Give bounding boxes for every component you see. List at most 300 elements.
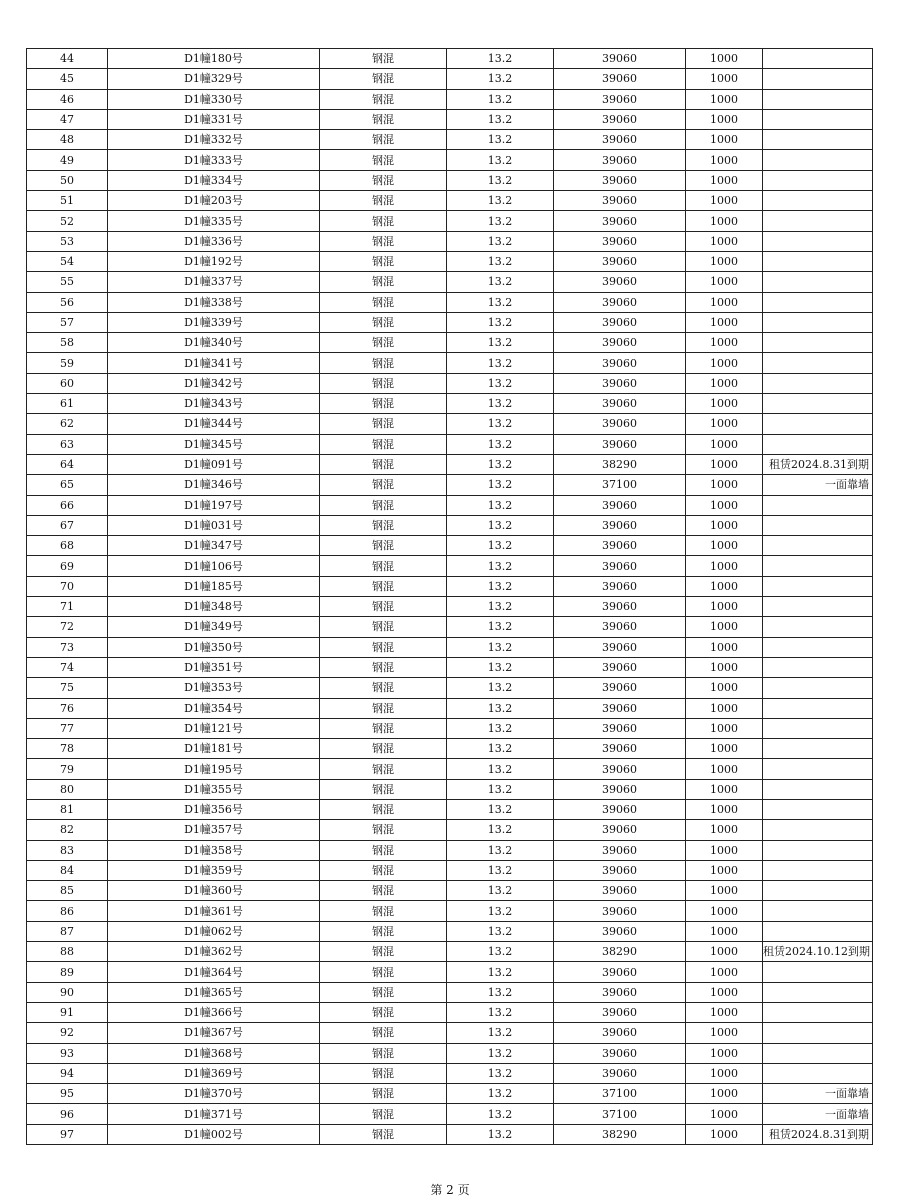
cell-deposit: 1000 [686, 292, 763, 312]
table-row [27, 942, 873, 962]
table-row [27, 698, 873, 718]
cell-area: 13.2 [447, 373, 554, 393]
cell-space-id: D1幢349号 [108, 617, 320, 637]
cell-structure: 钢混 [320, 962, 447, 982]
cell-deposit: 1000 [686, 49, 763, 69]
cell-index: 83 [27, 840, 108, 860]
cell-structure: 钢混 [320, 251, 447, 271]
cell-deposit: 1000 [686, 495, 763, 515]
page-number: 第 2 页 [430, 1183, 470, 1197]
cell-area: 13.2 [447, 536, 554, 556]
cell-space-id: D1幢180号 [108, 49, 320, 69]
cell-deposit: 1000 [686, 698, 763, 718]
table-row [27, 353, 873, 373]
table-row [27, 597, 873, 617]
cell-deposit: 1000 [686, 942, 763, 962]
cell-space-id: D1幢347号 [108, 536, 320, 556]
cell-space-id: D1幢362号 [108, 942, 320, 962]
table-row [27, 292, 873, 312]
table-row [27, 414, 873, 434]
cell-deposit: 1000 [686, 394, 763, 414]
cell-area: 13.2 [447, 394, 554, 414]
cell-space-id: D1幢342号 [108, 373, 320, 393]
cell-price: 39060 [554, 353, 686, 373]
cell-note [763, 1002, 873, 1022]
cell-area: 13.2 [447, 921, 554, 941]
cell-space-id: D1幢355号 [108, 779, 320, 799]
cell-space-id: D1幢192号 [108, 251, 320, 271]
cell-area: 13.2 [447, 1023, 554, 1043]
cell-note [763, 109, 873, 129]
cell-area: 13.2 [447, 191, 554, 211]
table-row [27, 251, 873, 271]
cell-note: 一面靠墙 [763, 475, 873, 495]
cell-space-id: D1幢195号 [108, 759, 320, 779]
cell-deposit: 1000 [686, 414, 763, 434]
cell-space-id: D1幢031号 [108, 515, 320, 535]
cell-structure: 钢混 [320, 191, 447, 211]
cell-deposit: 1000 [686, 779, 763, 799]
cell-price: 39060 [554, 901, 686, 921]
table-row [27, 69, 873, 89]
cell-area: 13.2 [447, 799, 554, 819]
table-row [27, 109, 873, 129]
cell-structure: 钢混 [320, 69, 447, 89]
cell-structure: 钢混 [320, 820, 447, 840]
cell-price: 39060 [554, 231, 686, 251]
cell-note [763, 49, 873, 69]
cell-deposit: 1000 [686, 434, 763, 454]
table-row [27, 982, 873, 1002]
cell-deposit: 1000 [686, 962, 763, 982]
cell-note [763, 394, 873, 414]
cell-space-id: D1幢351号 [108, 657, 320, 677]
cell-deposit: 1000 [686, 1063, 763, 1083]
cell-space-id: D1幢106号 [108, 556, 320, 576]
cell-note [763, 840, 873, 860]
cell-index: 96 [27, 1104, 108, 1124]
cell-index: 73 [27, 637, 108, 657]
cell-space-id: D1幢354号 [108, 698, 320, 718]
cell-index: 58 [27, 333, 108, 353]
cell-space-id: D1幢371号 [108, 1104, 320, 1124]
cell-price: 39060 [554, 49, 686, 69]
cell-structure: 钢混 [320, 1043, 447, 1063]
cell-structure: 钢混 [320, 759, 447, 779]
cell-area: 13.2 [447, 312, 554, 332]
cell-area: 13.2 [447, 475, 554, 495]
cell-index: 65 [27, 475, 108, 495]
cell-structure: 钢混 [320, 718, 447, 738]
cell-deposit: 1000 [686, 718, 763, 738]
cell-area: 13.2 [447, 1063, 554, 1083]
cell-deposit: 1000 [686, 515, 763, 535]
cell-deposit: 1000 [686, 1084, 763, 1104]
cell-space-id: D1幢181号 [108, 739, 320, 759]
cell-area: 13.2 [447, 840, 554, 860]
cell-price: 39060 [554, 759, 686, 779]
cell-price: 39060 [554, 536, 686, 556]
cell-area: 13.2 [447, 69, 554, 89]
cell-index: 68 [27, 536, 108, 556]
cell-index: 71 [27, 597, 108, 617]
cell-price: 39060 [554, 698, 686, 718]
cell-space-id: D1幢062号 [108, 921, 320, 941]
cell-index: 90 [27, 982, 108, 1002]
cell-structure: 钢混 [320, 475, 447, 495]
cell-index: 50 [27, 170, 108, 190]
cell-area: 13.2 [447, 698, 554, 718]
cell-area: 13.2 [447, 860, 554, 880]
cell-space-id: D1幢345号 [108, 434, 320, 454]
table-row [27, 150, 873, 170]
cell-deposit: 1000 [686, 211, 763, 231]
cell-structure: 钢混 [320, 556, 447, 576]
cell-note: 一面靠墙 [763, 1084, 873, 1104]
cell-deposit: 1000 [686, 637, 763, 657]
cell-note [763, 657, 873, 677]
cell-space-id: D1幢337号 [108, 272, 320, 292]
cell-area: 13.2 [447, 1124, 554, 1144]
table-row [27, 454, 873, 474]
table-body [27, 49, 873, 1145]
cell-index: 78 [27, 739, 108, 759]
cell-area: 13.2 [447, 718, 554, 738]
cell-space-id: D1幢341号 [108, 353, 320, 373]
cell-deposit: 1000 [686, 150, 763, 170]
cell-area: 13.2 [447, 1002, 554, 1022]
table-row [27, 1002, 873, 1022]
table-row [27, 678, 873, 698]
cell-price: 39060 [554, 150, 686, 170]
cell-index: 84 [27, 860, 108, 880]
cell-index: 69 [27, 556, 108, 576]
cell-note [763, 860, 873, 880]
cell-index: 81 [27, 799, 108, 819]
cell-note [763, 69, 873, 89]
cell-area: 13.2 [447, 1084, 554, 1104]
cell-structure: 钢混 [320, 637, 447, 657]
cell-space-id: D1幢197号 [108, 495, 320, 515]
cell-price: 39060 [554, 739, 686, 759]
cell-note [763, 698, 873, 718]
cell-area: 13.2 [447, 739, 554, 759]
cell-structure: 钢混 [320, 353, 447, 373]
cell-note [763, 333, 873, 353]
cell-index: 89 [27, 962, 108, 982]
cell-price: 39060 [554, 779, 686, 799]
cell-space-id: D1幢338号 [108, 292, 320, 312]
table-row [27, 718, 873, 738]
cell-area: 13.2 [447, 353, 554, 373]
cell-area: 13.2 [447, 272, 554, 292]
cell-note [763, 820, 873, 840]
table-row [27, 1124, 873, 1144]
cell-note [763, 231, 873, 251]
cell-space-id: D1幢329号 [108, 69, 320, 89]
cell-price: 39060 [554, 962, 686, 982]
cell-deposit: 1000 [686, 475, 763, 495]
cell-price: 39060 [554, 597, 686, 617]
cell-space-id: D1幢367号 [108, 1023, 320, 1043]
cell-space-id: D1幢330号 [108, 89, 320, 109]
cell-space-id: D1幢121号 [108, 718, 320, 738]
cell-note [763, 211, 873, 231]
cell-index: 60 [27, 373, 108, 393]
table-row [27, 49, 873, 69]
table-row [27, 799, 873, 819]
table-row [27, 1023, 873, 1043]
cell-deposit: 1000 [686, 1002, 763, 1022]
cell-deposit: 1000 [686, 89, 763, 109]
cell-area: 13.2 [447, 678, 554, 698]
cell-structure: 钢混 [320, 515, 447, 535]
cell-price: 39060 [554, 1002, 686, 1022]
cell-note [763, 982, 873, 1002]
cell-index: 59 [27, 353, 108, 373]
cell-space-id: D1幢353号 [108, 678, 320, 698]
cell-deposit: 1000 [686, 556, 763, 576]
table-row [27, 739, 873, 759]
cell-note [763, 312, 873, 332]
cell-price: 39060 [554, 333, 686, 353]
cell-deposit: 1000 [686, 840, 763, 860]
cell-price: 39060 [554, 860, 686, 880]
cell-structure: 钢混 [320, 109, 447, 129]
table-row [27, 373, 873, 393]
cell-area: 13.2 [447, 759, 554, 779]
cell-structure: 钢混 [320, 1084, 447, 1104]
cell-structure: 钢混 [320, 150, 447, 170]
cell-area: 13.2 [447, 617, 554, 637]
cell-index: 76 [27, 698, 108, 718]
cell-note [763, 901, 873, 921]
table-row [27, 495, 873, 515]
cell-price: 39060 [554, 394, 686, 414]
cell-price: 39060 [554, 799, 686, 819]
cell-area: 13.2 [447, 820, 554, 840]
cell-index: 51 [27, 191, 108, 211]
cell-index: 64 [27, 454, 108, 474]
table-row [27, 759, 873, 779]
cell-price: 37100 [554, 1084, 686, 1104]
cell-index: 82 [27, 820, 108, 840]
cell-area: 13.2 [447, 333, 554, 353]
cell-index: 74 [27, 657, 108, 677]
cell-area: 13.2 [447, 515, 554, 535]
cell-index: 80 [27, 779, 108, 799]
cell-note [763, 251, 873, 271]
cell-deposit: 1000 [686, 69, 763, 89]
cell-deposit: 1000 [686, 820, 763, 840]
cell-structure: 钢混 [320, 901, 447, 921]
cell-structure: 钢混 [320, 1104, 447, 1124]
table-row [27, 515, 873, 535]
cell-price: 39060 [554, 312, 686, 332]
cell-deposit: 1000 [686, 759, 763, 779]
table-row [27, 840, 873, 860]
cell-deposit: 1000 [686, 130, 763, 150]
cell-deposit: 1000 [686, 617, 763, 637]
cell-index: 54 [27, 251, 108, 271]
cell-index: 72 [27, 617, 108, 637]
cell-note [763, 1063, 873, 1083]
cell-space-id: D1幢091号 [108, 454, 320, 474]
cell-index: 56 [27, 292, 108, 312]
table-row [27, 901, 873, 921]
cell-structure: 钢混 [320, 597, 447, 617]
cell-deposit: 1000 [686, 860, 763, 880]
cell-price: 39060 [554, 292, 686, 312]
cell-note [763, 921, 873, 941]
cell-index: 49 [27, 150, 108, 170]
cell-deposit: 1000 [686, 109, 763, 129]
cell-structure: 钢混 [320, 657, 447, 677]
cell-structure: 钢混 [320, 1023, 447, 1043]
cell-deposit: 1000 [686, 333, 763, 353]
cell-deposit: 1000 [686, 272, 763, 292]
cell-index: 53 [27, 231, 108, 251]
cell-structure: 钢混 [320, 495, 447, 515]
cell-index: 87 [27, 921, 108, 941]
table-row [27, 860, 873, 880]
cell-deposit: 1000 [686, 536, 763, 556]
table-row [27, 394, 873, 414]
cell-structure: 钢混 [320, 89, 447, 109]
cell-note [763, 576, 873, 596]
table-row [27, 962, 873, 982]
cell-structure: 钢混 [320, 1002, 447, 1022]
cell-price: 39060 [554, 130, 686, 150]
cell-deposit: 1000 [686, 921, 763, 941]
cell-note [763, 353, 873, 373]
cell-space-id: D1幢339号 [108, 312, 320, 332]
cell-index: 61 [27, 394, 108, 414]
cell-index: 70 [27, 576, 108, 596]
cell-space-id: D1幢333号 [108, 150, 320, 170]
cell-note [763, 272, 873, 292]
cell-area: 13.2 [447, 495, 554, 515]
cell-space-id: D1幢346号 [108, 475, 320, 495]
cell-area: 13.2 [447, 576, 554, 596]
cell-price: 39060 [554, 69, 686, 89]
cell-note: 租赁2024.10.12到期 [763, 942, 873, 962]
cell-price: 39060 [554, 191, 686, 211]
cell-structure: 钢混 [320, 698, 447, 718]
cell-space-id: D1幢356号 [108, 799, 320, 819]
cell-index: 45 [27, 69, 108, 89]
cell-space-id: D1幢340号 [108, 333, 320, 353]
cell-price: 39060 [554, 272, 686, 292]
cell-structure: 钢混 [320, 414, 447, 434]
table-row [27, 536, 873, 556]
cell-note [763, 150, 873, 170]
cell-area: 13.2 [447, 251, 554, 271]
cell-area: 13.2 [447, 657, 554, 677]
table-row [27, 211, 873, 231]
cell-note [763, 881, 873, 901]
cell-price: 39060 [554, 678, 686, 698]
cell-index: 67 [27, 515, 108, 535]
cell-note [763, 1023, 873, 1043]
cell-note [763, 556, 873, 576]
cell-structure: 钢混 [320, 333, 447, 353]
cell-note: 一面靠墙 [763, 1104, 873, 1124]
table-row [27, 657, 873, 677]
cell-deposit: 1000 [686, 576, 763, 596]
cell-note [763, 89, 873, 109]
cell-structure: 钢混 [320, 617, 447, 637]
cell-note [763, 799, 873, 819]
cell-space-id: D1幢366号 [108, 1002, 320, 1022]
cell-structure: 钢混 [320, 49, 447, 69]
cell-structure: 钢混 [320, 921, 447, 941]
cell-space-id: D1幢350号 [108, 637, 320, 657]
cell-area: 13.2 [447, 942, 554, 962]
cell-note [763, 739, 873, 759]
cell-index: 47 [27, 109, 108, 129]
cell-price: 39060 [554, 109, 686, 129]
cell-index: 63 [27, 434, 108, 454]
cell-space-id: D1幢357号 [108, 820, 320, 840]
cell-structure: 钢混 [320, 130, 447, 150]
cell-structure: 钢混 [320, 292, 447, 312]
cell-area: 13.2 [447, 434, 554, 454]
cell-price: 39060 [554, 211, 686, 231]
cell-price: 39060 [554, 921, 686, 941]
cell-price: 39060 [554, 718, 686, 738]
cell-deposit: 1000 [686, 170, 763, 190]
table-row [27, 312, 873, 332]
cell-price: 39060 [554, 1043, 686, 1063]
cell-deposit: 1000 [686, 231, 763, 251]
cell-space-id: D1幢331号 [108, 109, 320, 129]
cell-area: 13.2 [447, 1104, 554, 1124]
cell-structure: 钢混 [320, 1063, 447, 1083]
cell-space-id: D1幢343号 [108, 394, 320, 414]
cell-structure: 钢混 [320, 312, 447, 332]
cell-space-id: D1幢369号 [108, 1063, 320, 1083]
cell-space-id: D1幢203号 [108, 191, 320, 211]
cell-area: 13.2 [447, 779, 554, 799]
cell-structure: 钢混 [320, 739, 447, 759]
cell-note [763, 597, 873, 617]
cell-structure: 钢混 [320, 272, 447, 292]
cell-price: 39060 [554, 414, 686, 434]
cell-area: 13.2 [447, 231, 554, 251]
cell-area: 13.2 [447, 89, 554, 109]
table-row [27, 1104, 873, 1124]
cell-deposit: 1000 [686, 657, 763, 677]
cell-deposit: 1000 [686, 1043, 763, 1063]
cell-index: 46 [27, 89, 108, 109]
cell-deposit: 1000 [686, 1104, 763, 1124]
cell-price: 38290 [554, 1124, 686, 1144]
cell-structure: 钢混 [320, 799, 447, 819]
parking-space-table [26, 48, 873, 1145]
cell-index: 93 [27, 1043, 108, 1063]
cell-deposit: 1000 [686, 678, 763, 698]
cell-note [763, 191, 873, 211]
cell-index: 92 [27, 1023, 108, 1043]
cell-deposit: 1000 [686, 881, 763, 901]
cell-deposit: 1000 [686, 1023, 763, 1043]
cell-area: 13.2 [447, 982, 554, 1002]
cell-structure: 钢混 [320, 840, 447, 860]
cell-price: 37100 [554, 475, 686, 495]
table-row [27, 434, 873, 454]
cell-space-id: D1幢336号 [108, 231, 320, 251]
